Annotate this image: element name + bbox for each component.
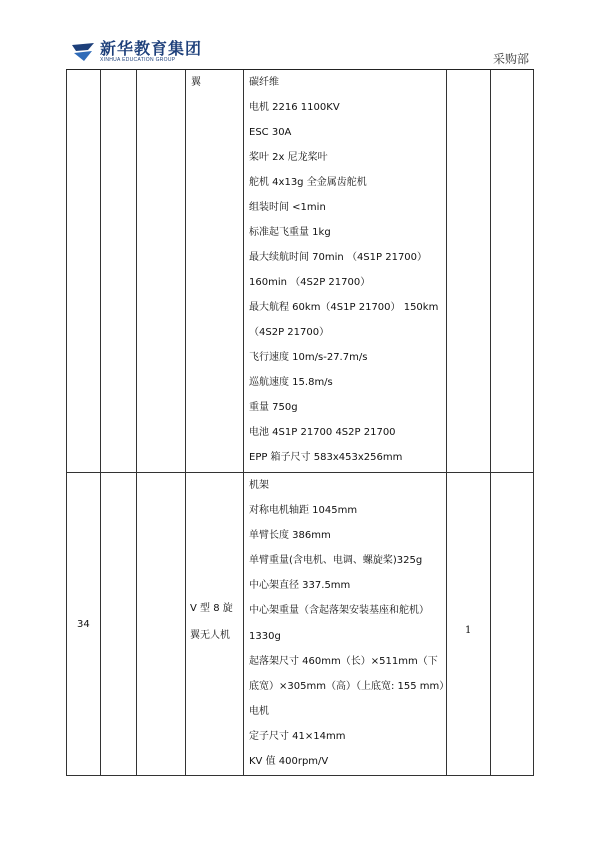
spec-line: 标准起飞重量 1kg <box>249 227 331 238</box>
logo-chinese-name: 新华教育集团 <box>100 39 203 58</box>
column-divider <box>100 70 101 776</box>
column-divider <box>490 70 491 776</box>
company-logo <box>70 40 202 63</box>
table-border-left <box>66 70 67 776</box>
spec-line: 舵机 4x13g 全金属齿舵机 <box>249 177 367 188</box>
spec-line: 中心架重量（含起落架安装基座和舵机） <box>249 605 429 616</box>
product-name-fragment: 翼 <box>191 77 201 88</box>
column-divider <box>446 70 447 776</box>
quantity-value: 1 <box>465 625 472 636</box>
spec-line: EPP 箱子尺寸 583x453x256mm <box>249 452 403 463</box>
spec-line: （4S2P 21700） <box>249 327 330 338</box>
column-divider <box>243 70 244 776</box>
product-name-line: 翼无人机 <box>190 630 230 641</box>
spec-line: 电机 <box>249 706 269 717</box>
table-border-right <box>533 70 534 776</box>
row-divider <box>66 472 534 473</box>
logo-emblem-icon <box>70 41 96 63</box>
spec-line: 飞行速度 10m/s-27.7m/s <box>249 352 368 363</box>
logo-english-name: XINHUA EDUCATION GROUP <box>100 57 176 63</box>
spec-line: 重量 750g <box>249 402 298 413</box>
column-divider <box>136 70 137 776</box>
spec-line: ESC 30A <box>249 127 292 138</box>
spec-line: 组装时间 <1min <box>249 202 326 213</box>
row-number: 34 <box>77 619 90 630</box>
spec-line: 电池 4S1P 21700 4S2P 21700 <box>249 427 396 438</box>
spec-line: 单臂重量(含电机、电调、螺旋桨)325g <box>249 555 423 566</box>
department-label: 采购部 <box>493 52 530 66</box>
spec-line: 定子尺寸 41×14mm <box>249 731 346 742</box>
spec-line: 电机 2216 1100KV <box>249 102 340 113</box>
spec-line: KV 值 400rpm/V <box>249 756 329 767</box>
spec-line: 巡航速度 15.8m/s <box>249 377 333 388</box>
column-divider <box>185 70 186 776</box>
spec-line: 单臂长度 386mm <box>249 530 331 541</box>
spec-line: 1330g <box>249 631 281 642</box>
spec-line: 桨叶 2x 尼龙桨叶 <box>249 152 328 163</box>
product-name-line: V 型 8 旋 <box>190 603 233 614</box>
spec-line: 中心架直径 337.5mm <box>249 580 351 591</box>
spec-line: 对称电机轴距 1045mm <box>249 505 358 516</box>
spec-line: 最大航程 60km（4S1P 21700） 150km <box>249 302 439 313</box>
spec-line: 160min （4S2P 21700） <box>249 277 371 288</box>
spec-line: 起落架尺寸 460mm（长）×511mm（下 <box>249 656 438 667</box>
spec-line: 机架 <box>249 480 269 491</box>
table-border-bottom <box>66 775 534 776</box>
spec-line: 碳纤维 <box>249 77 279 88</box>
spec-line: 底宽）×305mm（高）（上底宽: 155 mm） <box>249 681 450 692</box>
spec-line: 最大续航时间 70min （4S1P 21700） <box>249 252 428 263</box>
